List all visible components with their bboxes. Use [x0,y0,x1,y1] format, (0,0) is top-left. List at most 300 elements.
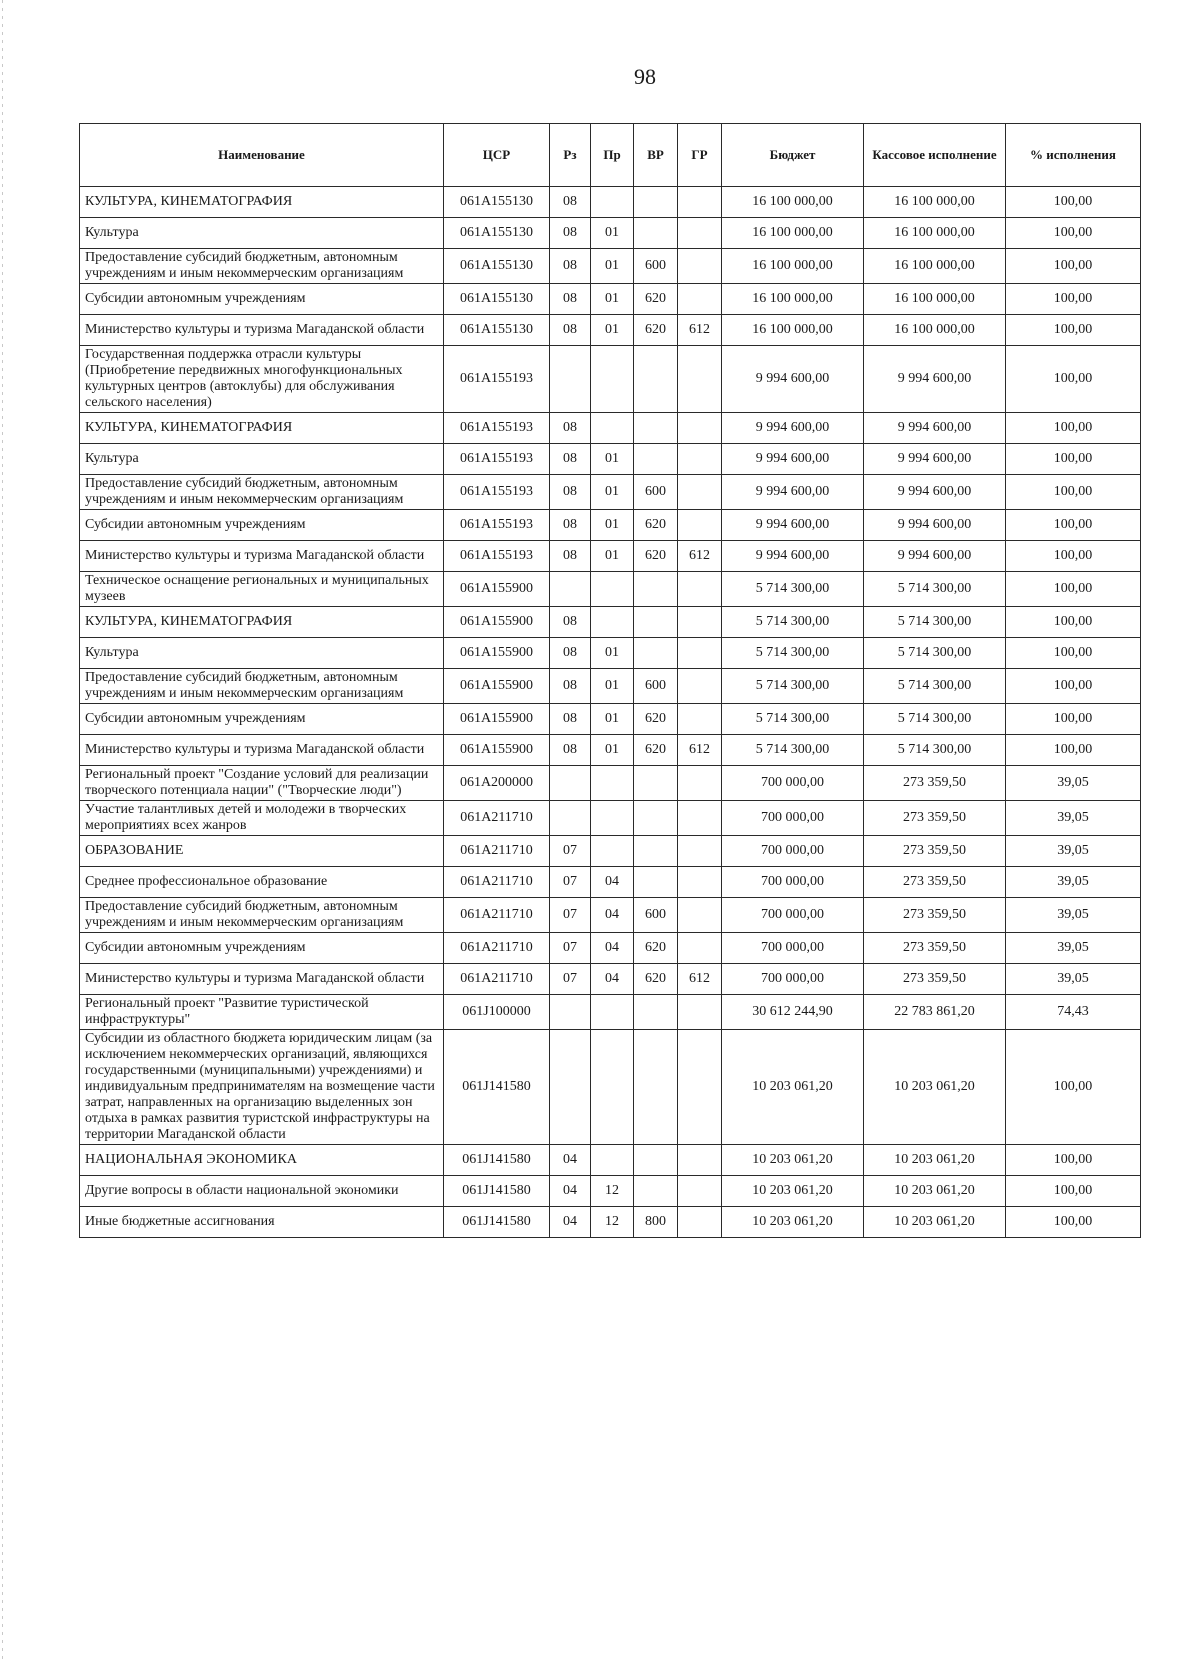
cell-csr: 061J100000 [444,995,550,1030]
cell-budget: 16 100 000,00 [722,187,864,218]
cell-gr [678,836,722,867]
cell-vr: 620 [634,315,678,346]
cell-budget: 10 203 061,20 [722,1030,864,1145]
cell-cash: 10 203 061,20 [864,1207,1006,1238]
cell-rz: 08 [550,704,591,735]
cell-percent: 100,00 [1006,284,1141,315]
cell-percent: 39,05 [1006,964,1141,995]
cell-cash: 9 994 600,00 [864,475,1006,510]
cell-percent: 100,00 [1006,735,1141,766]
cell-gr [678,1145,722,1176]
cell-csr: 061A211710 [444,898,550,933]
cell-pr: 01 [591,218,634,249]
cell-cash: 273 359,50 [864,867,1006,898]
cell-gr [678,413,722,444]
cell-csr: 061A211710 [444,801,550,836]
cell-csr: 061A211710 [444,933,550,964]
cell-budget: 700 000,00 [722,964,864,995]
cell-rz: 08 [550,284,591,315]
cell-vr [634,801,678,836]
header-pr: Пр [591,124,634,187]
cell-budget: 16 100 000,00 [722,218,864,249]
cell-name: Предоставление субсидий бюджетным, автономным учреждениям и иным некоммерческим организациям [80,898,444,933]
cell-name: КУЛЬТУРА, КИНЕМАТОГРАФИЯ [80,413,444,444]
cell-name: Региональный проект "Создание условий для реализации творческого потенциала нации" ("Творческие люди") [80,766,444,801]
cell-csr: 061A155900 [444,572,550,607]
cell-csr: 061A155130 [444,284,550,315]
table-row [80,284,1141,315]
cell-vr [634,867,678,898]
cell-name: Субсидии автономным учреждениям [80,704,444,735]
cell-vr: 620 [634,284,678,315]
cell-pr: 01 [591,704,634,735]
cell-cash: 273 359,50 [864,766,1006,801]
cell-pr [591,766,634,801]
cell-budget: 700 000,00 [722,766,864,801]
cell-cash: 9 994 600,00 [864,346,1006,413]
cell-pr: 04 [591,964,634,995]
cell-cash: 16 100 000,00 [864,315,1006,346]
cell-csr: 061J141580 [444,1207,550,1238]
cell-pr: 01 [591,249,634,284]
cell-cash: 10 203 061,20 [864,1030,1006,1145]
cell-gr: 612 [678,964,722,995]
cell-cash: 273 359,50 [864,964,1006,995]
cell-name: Министерство культуры и туризма Магаданской области [80,541,444,572]
cell-name: Предоставление субсидий бюджетным, автономным учреждениям и иным некоммерческим организациям [80,475,444,510]
table-row [80,867,1141,898]
cell-rz [550,572,591,607]
cell-budget: 5 714 300,00 [722,735,864,766]
cell-percent: 100,00 [1006,541,1141,572]
budget-table-wrapper [79,123,1140,1238]
cell-rz: 08 [550,669,591,704]
cell-name: Иные бюджетные ассигнования [80,1207,444,1238]
cell-budget: 16 100 000,00 [722,315,864,346]
cell-gr [678,346,722,413]
cell-cash: 273 359,50 [864,836,1006,867]
cell-vr [634,346,678,413]
cell-cash: 5 714 300,00 [864,669,1006,704]
cell-vr: 620 [634,541,678,572]
cell-pr: 01 [591,638,634,669]
cell-csr: 061A155193 [444,444,550,475]
cell-budget: 9 994 600,00 [722,541,864,572]
cell-rz: 07 [550,836,591,867]
cell-budget: 10 203 061,20 [722,1176,864,1207]
cell-rz: 08 [550,187,591,218]
cell-percent: 100,00 [1006,249,1141,284]
cell-budget: 9 994 600,00 [722,346,864,413]
cell-vr: 800 [634,1207,678,1238]
cell-budget: 16 100 000,00 [722,249,864,284]
cell-percent: 100,00 [1006,475,1141,510]
cell-cash: 16 100 000,00 [864,249,1006,284]
cell-vr [634,995,678,1030]
cell-gr: 612 [678,541,722,572]
cell-percent: 100,00 [1006,510,1141,541]
cell-budget: 5 714 300,00 [722,669,864,704]
cell-pr [591,995,634,1030]
cell-rz: 08 [550,735,591,766]
cell-vr [634,836,678,867]
header-csr: ЦСР [444,124,550,187]
cell-percent: 100,00 [1006,704,1141,735]
page-number: 98 [634,64,656,89]
cell-cash: 9 994 600,00 [864,444,1006,475]
cell-gr [678,1207,722,1238]
header-name: Наименование [80,124,444,187]
cell-rz [550,801,591,836]
cell-vr [634,1145,678,1176]
cell-vr: 620 [634,735,678,766]
cell-pr [591,607,634,638]
cell-percent: 100,00 [1006,572,1141,607]
cell-cash: 9 994 600,00 [864,541,1006,572]
header-cash: Кассовое исполнение [864,124,1006,187]
table-row [80,1145,1141,1176]
table-row [80,1207,1141,1238]
cell-cash: 16 100 000,00 [864,284,1006,315]
cell-csr: 061J141580 [444,1145,550,1176]
cell-pr: 01 [591,510,634,541]
cell-name: Культура [80,638,444,669]
cell-budget: 10 203 061,20 [722,1207,864,1238]
cell-percent: 39,05 [1006,836,1141,867]
cell-gr [678,475,722,510]
cell-pr: 01 [591,735,634,766]
header-percent: % исполнения [1006,124,1141,187]
budget-execution-table [79,123,1141,1238]
cell-cash: 22 783 861,20 [864,995,1006,1030]
cell-name: Министерство культуры и туризма Магаданской области [80,735,444,766]
cell-pr: 04 [591,898,634,933]
cell-name: Министерство культуры и туризма Магаданской области [80,964,444,995]
table-row [80,346,1141,413]
cell-rz [550,766,591,801]
cell-rz: 08 [550,475,591,510]
cell-vr: 600 [634,898,678,933]
cell-percent: 39,05 [1006,898,1141,933]
cell-percent: 39,05 [1006,867,1141,898]
cell-cash: 9 994 600,00 [864,510,1006,541]
cell-rz: 08 [550,541,591,572]
table-row [80,541,1141,572]
cell-vr: 600 [634,669,678,704]
cell-vr [634,766,678,801]
cell-gr [678,284,722,315]
cell-name: Субсидии автономным учреждениям [80,933,444,964]
cell-percent: 100,00 [1006,413,1141,444]
cell-name: Участие талантливых детей и молодежи в творческих мероприятиях всех жанров [80,801,444,836]
cell-name: Субсидии автономным учреждениям [80,284,444,315]
cell-rz [550,995,591,1030]
table-row [80,933,1141,964]
cell-percent: 100,00 [1006,669,1141,704]
cell-name: Субсидии из областного бюджета юридическим лицам (за исключением некоммерческих организаций, являющихся государственными (муниципальными) учреждениями) и индивидуальным предпринимателям на возмещение части затрат, направленных на организацию выделенных зон отдыха в рамках развития туристской инфраструктуры на территории Магаданской области [80,1030,444,1145]
cell-gr [678,510,722,541]
header-budget: Бюджет [722,124,864,187]
cell-pr [591,801,634,836]
cell-csr: 061A155900 [444,669,550,704]
header-rz: Рз [550,124,591,187]
cell-vr [634,413,678,444]
table-row [80,444,1141,475]
cell-percent: 100,00 [1006,218,1141,249]
cell-vr: 600 [634,249,678,284]
cell-csr: 061A155193 [444,346,550,413]
cell-csr: 061A155130 [444,249,550,284]
table-row [80,249,1141,284]
cell-gr [678,607,722,638]
cell-budget: 700 000,00 [722,836,864,867]
cell-percent: 39,05 [1006,933,1141,964]
cell-gr [678,801,722,836]
cell-cash: 5 714 300,00 [864,638,1006,669]
cell-name: Техническое оснащение региональных и муниципальных музеев [80,572,444,607]
cell-csr: 061A155193 [444,475,550,510]
cell-csr: 061A155193 [444,510,550,541]
table-row [80,413,1141,444]
table-row [80,1176,1141,1207]
cell-gr [678,444,722,475]
table-row [80,898,1141,933]
cell-vr [634,187,678,218]
cell-vr [634,1030,678,1145]
cell-rz: 08 [550,510,591,541]
header-vr: ВР [634,124,678,187]
cell-csr: 061A155900 [444,607,550,638]
cell-rz [550,346,591,413]
cell-rz: 08 [550,315,591,346]
cell-pr: 01 [591,541,634,572]
cell-pr: 04 [591,867,634,898]
table-row [80,1030,1141,1145]
cell-cash: 273 359,50 [864,898,1006,933]
cell-rz: 08 [550,249,591,284]
cell-gr [678,1176,722,1207]
cell-name: Государственная поддержка отрасли культуры (Приобретение передвижных многофункциональных культурных центров (автоклубы) для обслуживания сельского населения) [80,346,444,413]
cell-csr: 061A155130 [444,315,550,346]
cell-vr: 600 [634,475,678,510]
cell-budget: 700 000,00 [722,898,864,933]
cell-name: Предоставление субсидий бюджетным, автономным учреждениям и иным некоммерческим организациям [80,249,444,284]
cell-pr: 01 [591,444,634,475]
cell-name: Субсидии автономным учреждениям [80,510,444,541]
cell-cash: 5 714 300,00 [864,607,1006,638]
table-row [80,315,1141,346]
cell-percent: 100,00 [1006,346,1141,413]
cell-vr: 620 [634,964,678,995]
cell-csr: 061A155130 [444,187,550,218]
cell-gr [678,933,722,964]
cell-rz: 08 [550,444,591,475]
cell-pr: 12 [591,1207,634,1238]
cell-gr [678,867,722,898]
cell-pr: 01 [591,669,634,704]
cell-name: ОБРАЗОВАНИЕ [80,836,444,867]
cell-cash: 9 994 600,00 [864,413,1006,444]
cell-name: Предоставление субсидий бюджетным, автономным учреждениям и иным некоммерческим организациям [80,669,444,704]
cell-csr: 061A155900 [444,638,550,669]
cell-pr: 12 [591,1176,634,1207]
cell-name: Среднее профессиональное образование [80,867,444,898]
cell-rz: 07 [550,964,591,995]
cell-gr [678,638,722,669]
cell-vr: 620 [634,704,678,735]
cell-gr [678,218,722,249]
table-row [80,475,1141,510]
cell-percent: 100,00 [1006,1145,1141,1176]
cell-vr [634,1176,678,1207]
cell-percent: 39,05 [1006,801,1141,836]
cell-percent: 100,00 [1006,638,1141,669]
cell-percent: 100,00 [1006,315,1141,346]
cell-gr [678,187,722,218]
cell-vr: 620 [634,933,678,964]
cell-csr: 061J141580 [444,1176,550,1207]
cell-gr: 612 [678,315,722,346]
cell-name: КУЛЬТУРА, КИНЕМАТОГРАФИЯ [80,607,444,638]
cell-rz: 04 [550,1145,591,1176]
cell-cash: 10 203 061,20 [864,1145,1006,1176]
cell-budget: 5 714 300,00 [722,704,864,735]
table-row [80,801,1141,836]
cell-cash: 5 714 300,00 [864,735,1006,766]
cell-rz: 08 [550,218,591,249]
table-row [80,836,1141,867]
cell-pr [591,1030,634,1145]
cell-gr [678,669,722,704]
cell-pr: 04 [591,933,634,964]
cell-vr [634,638,678,669]
cell-csr: 061A155193 [444,541,550,572]
cell-vr [634,218,678,249]
cell-rz: 08 [550,413,591,444]
cell-cash: 273 359,50 [864,933,1006,964]
cell-cash: 5 714 300,00 [864,572,1006,607]
cell-pr: 01 [591,284,634,315]
cell-gr [678,995,722,1030]
table-row [80,187,1141,218]
cell-name: Министерство культуры и туризма Магаданской области [80,315,444,346]
cell-csr: 061A200000 [444,766,550,801]
cell-vr [634,607,678,638]
cell-vr [634,572,678,607]
table-row [80,735,1141,766]
cell-name: КУЛЬТУРА, КИНЕМАТОГРАФИЯ [80,187,444,218]
cell-pr [591,1145,634,1176]
cell-cash: 10 203 061,20 [864,1176,1006,1207]
cell-pr [591,346,634,413]
cell-gr: 612 [678,735,722,766]
cell-gr [678,1030,722,1145]
cell-rz [550,1030,591,1145]
cell-rz: 08 [550,607,591,638]
cell-budget: 9 994 600,00 [722,475,864,510]
cell-csr: 061A155900 [444,735,550,766]
cell-budget: 9 994 600,00 [722,510,864,541]
cell-gr [678,249,722,284]
cell-pr [591,187,634,218]
table-body [80,187,1141,1238]
cell-percent: 100,00 [1006,607,1141,638]
cell-percent: 39,05 [1006,766,1141,801]
cell-name: Региональный проект "Развитие туристической инфраструктуры" [80,995,444,1030]
cell-budget: 700 000,00 [722,801,864,836]
cell-budget: 9 994 600,00 [722,413,864,444]
cell-budget: 5 714 300,00 [722,638,864,669]
cell-name: Культура [80,444,444,475]
cell-budget: 16 100 000,00 [722,284,864,315]
cell-gr [678,766,722,801]
cell-cash: 5 714 300,00 [864,704,1006,735]
cell-csr: 061A155130 [444,218,550,249]
table-row [80,669,1141,704]
cell-name: НАЦИОНАЛЬНАЯ ЭКОНОМИКА [80,1145,444,1176]
cell-rz: 04 [550,1176,591,1207]
cell-cash: 273 359,50 [864,801,1006,836]
cell-pr [591,836,634,867]
cell-rz: 04 [550,1207,591,1238]
cell-budget: 30 612 244,90 [722,995,864,1030]
cell-budget: 10 203 061,20 [722,1145,864,1176]
cell-pr [591,413,634,444]
table-row [80,766,1141,801]
scan-edge [2,0,3,1661]
cell-csr: 061J141580 [444,1030,550,1145]
cell-budget: 700 000,00 [722,867,864,898]
table-row [80,572,1141,607]
cell-pr [591,572,634,607]
cell-csr: 061A211710 [444,964,550,995]
cell-gr [678,572,722,607]
cell-name: Культура [80,218,444,249]
cell-pr: 01 [591,315,634,346]
cell-gr [678,704,722,735]
header-gr: ГР [678,124,722,187]
cell-percent: 74,43 [1006,995,1141,1030]
cell-vr: 620 [634,510,678,541]
cell-csr: 061A211710 [444,867,550,898]
cell-vr [634,444,678,475]
cell-percent: 100,00 [1006,1030,1141,1145]
table-row [80,995,1141,1030]
table-row [80,607,1141,638]
cell-rz: 07 [550,898,591,933]
cell-name: Другие вопросы в области национальной экономики [80,1176,444,1207]
table-row [80,638,1141,669]
table-row [80,704,1141,735]
cell-budget: 9 994 600,00 [722,444,864,475]
cell-budget: 5 714 300,00 [722,572,864,607]
cell-csr: 061A211710 [444,836,550,867]
cell-pr: 01 [591,475,634,510]
table-row [80,218,1141,249]
cell-percent: 100,00 [1006,1207,1141,1238]
cell-budget: 700 000,00 [722,933,864,964]
cell-percent: 100,00 [1006,187,1141,218]
cell-cash: 16 100 000,00 [864,218,1006,249]
cell-rz: 08 [550,638,591,669]
cell-percent: 100,00 [1006,1176,1141,1207]
cell-percent: 100,00 [1006,444,1141,475]
cell-rz: 07 [550,867,591,898]
table-row [80,964,1141,995]
cell-cash: 16 100 000,00 [864,187,1006,218]
table-header-row [80,124,1141,187]
cell-csr: 061A155193 [444,413,550,444]
